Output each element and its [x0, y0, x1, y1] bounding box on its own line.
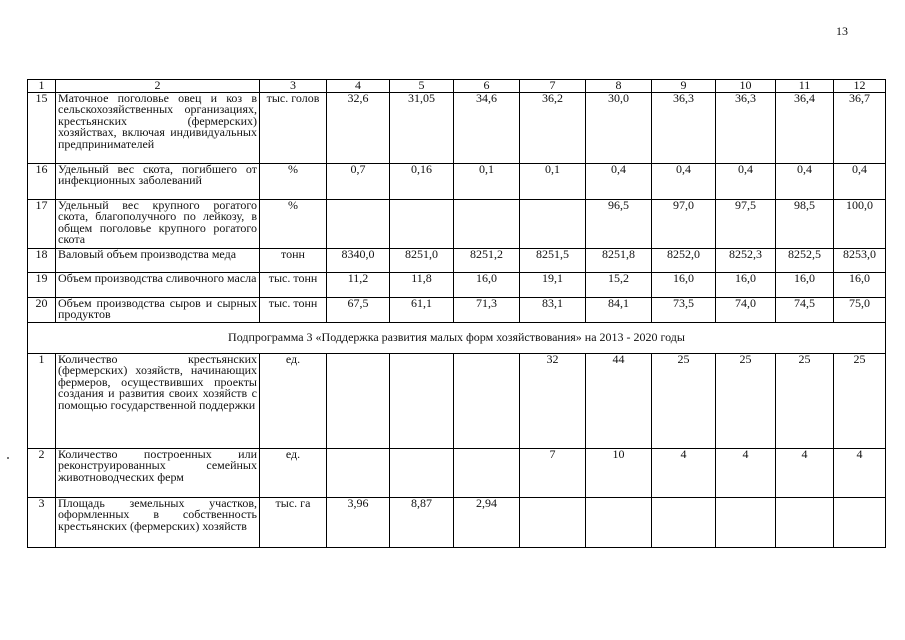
indicator-name: Площадь земельных участков, оформленных в собственность крестьянских (фермерских) хозяйств	[56, 497, 260, 547]
value-cell: 75,0	[834, 297, 886, 322]
value-cell	[327, 448, 390, 497]
unit-cell: тыс. тонн	[260, 297, 327, 322]
value-cell: 8251,2	[454, 248, 520, 272]
header-cell: 7	[520, 80, 586, 93]
value-cell	[454, 448, 520, 497]
row-number: 18	[28, 248, 56, 272]
indicator-name: Маточное поголовье овец и коз в сельскохозяйственных организациях, крестьянских (фермерских) хозяйствах, включая индивидуальных предпринимателей	[56, 92, 260, 163]
row-number: 20	[28, 297, 56, 322]
header-cell: 10	[716, 80, 776, 93]
header-cell: 9	[652, 80, 716, 93]
value-cell: 84,1	[586, 297, 652, 322]
value-cell: 0,4	[586, 163, 652, 199]
value-cell: 97,0	[652, 199, 716, 248]
value-cell: 0,4	[834, 163, 886, 199]
value-cell: 74,0	[716, 297, 776, 322]
value-cell: 0,4	[716, 163, 776, 199]
value-cell: 34,6	[454, 92, 520, 163]
value-cell: 19,1	[520, 272, 586, 297]
value-cell	[454, 353, 520, 448]
header-cell: 12	[834, 80, 886, 93]
scan-speck	[7, 457, 9, 459]
row-number: 16	[28, 163, 56, 199]
row-number: 3	[28, 497, 56, 547]
value-cell: 0,4	[776, 163, 834, 199]
indicator-name: Количество построенных или реконструированных семейных животноводческих ферм	[56, 448, 260, 497]
table-row	[28, 497, 886, 547]
unit-cell: тонн	[260, 248, 327, 272]
value-cell	[652, 497, 716, 547]
value-cell: 36,4	[776, 92, 834, 163]
value-cell: 25	[834, 353, 886, 448]
row-number: 19	[28, 272, 56, 297]
value-cell: 11,8	[390, 272, 454, 297]
value-cell: 3,96	[327, 497, 390, 547]
table-row	[28, 353, 886, 448]
indicator-name: Количество крестьянских (фермерских) хозяйств, начинающих фермеров, осуществивших проекты создания и развития своих хозяйств с помощью государственной поддержки	[56, 353, 260, 448]
header-cell: 3	[260, 80, 327, 93]
row-number: 2	[28, 448, 56, 497]
value-cell: 98,5	[776, 199, 834, 248]
value-cell: 36,7	[834, 92, 886, 163]
unit-cell: ед.	[260, 448, 327, 497]
value-cell: 25	[776, 353, 834, 448]
value-cell: 0,16	[390, 163, 454, 199]
header-cell: 4	[327, 80, 390, 93]
value-cell: 83,1	[520, 297, 586, 322]
value-cell: 32	[520, 353, 586, 448]
value-cell: 10	[586, 448, 652, 497]
value-cell: 71,3	[454, 297, 520, 322]
indicator-name: Удельный вес крупного рогатого скота, благополучного по лейкозу, в общем поголовье крупного рогатого скота	[56, 199, 260, 248]
table-row	[28, 248, 886, 272]
value-cell: 36,3	[652, 92, 716, 163]
value-cell: 11,2	[327, 272, 390, 297]
value-cell: 8,87	[390, 497, 454, 547]
value-cell: 8251,5	[520, 248, 586, 272]
value-cell: 25	[652, 353, 716, 448]
value-cell: 61,1	[390, 297, 454, 322]
table-row	[28, 272, 886, 297]
unit-cell: %	[260, 163, 327, 199]
value-cell: 96,5	[586, 199, 652, 248]
value-cell: 16,0	[834, 272, 886, 297]
row-number: 1	[28, 353, 56, 448]
indicator-name: Удельный вес скота, погибшего от инфекционных заболеваний	[56, 163, 260, 199]
value-cell	[390, 353, 454, 448]
header-cell: 1	[28, 80, 56, 93]
indicator-name: Объем производства сыров и сырных продуктов	[56, 297, 260, 322]
value-cell	[390, 448, 454, 497]
value-cell: 4	[834, 448, 886, 497]
value-cell: 4	[652, 448, 716, 497]
value-cell: 16,0	[454, 272, 520, 297]
table-row	[28, 163, 886, 199]
value-cell: 0,7	[327, 163, 390, 199]
value-cell: 7	[520, 448, 586, 497]
value-cell: 31,05	[390, 92, 454, 163]
value-cell: 36,2	[520, 92, 586, 163]
header-cell: 11	[776, 80, 834, 93]
table-row	[28, 297, 886, 322]
value-cell: 36,3	[716, 92, 776, 163]
table-row	[28, 92, 886, 163]
value-cell: 4	[716, 448, 776, 497]
header-cell: 2	[56, 80, 260, 93]
unit-cell: тыс. голов	[260, 92, 327, 163]
value-cell: 67,5	[327, 297, 390, 322]
table-row	[28, 448, 886, 497]
section-title: Подпрограмма 3 «Поддержка развития малых форм хозяйствования» на 2013 - 2020 годы	[28, 322, 886, 353]
value-cell: 16,0	[776, 272, 834, 297]
value-cell	[390, 199, 454, 248]
value-cell: 0,1	[520, 163, 586, 199]
value-cell	[327, 199, 390, 248]
value-cell: 8340,0	[327, 248, 390, 272]
row-number: 17	[28, 199, 56, 248]
indicator-name: Объем производства сливочного масла	[56, 272, 260, 297]
header-row	[28, 80, 886, 93]
indicators-table	[27, 79, 886, 548]
value-cell: 8251,0	[390, 248, 454, 272]
value-cell	[520, 199, 586, 248]
value-cell: 30,0	[586, 92, 652, 163]
value-cell: 44	[586, 353, 652, 448]
value-cell: 97,5	[716, 199, 776, 248]
value-cell	[834, 497, 886, 547]
row-number: 15	[28, 92, 56, 163]
header-cell: 6	[454, 80, 520, 93]
value-cell: 8251,8	[586, 248, 652, 272]
value-cell: 8252,0	[652, 248, 716, 272]
value-cell: 0,4	[652, 163, 716, 199]
value-cell	[586, 497, 652, 547]
value-cell: 74,5	[776, 297, 834, 322]
page-number: 13	[836, 24, 848, 38]
value-cell: 25	[716, 353, 776, 448]
value-cell: 8252,3	[716, 248, 776, 272]
unit-cell: тыс. га	[260, 497, 327, 547]
value-cell: 4	[776, 448, 834, 497]
value-cell: 8252,5	[776, 248, 834, 272]
header-cell: 5	[390, 80, 454, 93]
section-row	[28, 322, 886, 353]
value-cell: 100,0	[834, 199, 886, 248]
value-cell: 8253,0	[834, 248, 886, 272]
value-cell	[520, 497, 586, 547]
value-cell: 15,2	[586, 272, 652, 297]
value-cell: 32,6	[327, 92, 390, 163]
value-cell: 16,0	[716, 272, 776, 297]
value-cell: 0,1	[454, 163, 520, 199]
indicator-name: Валовый объем производства меда	[56, 248, 260, 272]
value-cell	[776, 497, 834, 547]
unit-cell: %	[260, 199, 327, 248]
value-cell: 16,0	[652, 272, 716, 297]
unit-cell: ед.	[260, 353, 327, 448]
value-cell: 2,94	[454, 497, 520, 547]
value-cell	[454, 199, 520, 248]
table-row	[28, 199, 886, 248]
unit-cell: тыс. тонн	[260, 272, 327, 297]
header-cell: 8	[586, 80, 652, 93]
value-cell	[716, 497, 776, 547]
value-cell	[327, 353, 390, 448]
value-cell: 73,5	[652, 297, 716, 322]
